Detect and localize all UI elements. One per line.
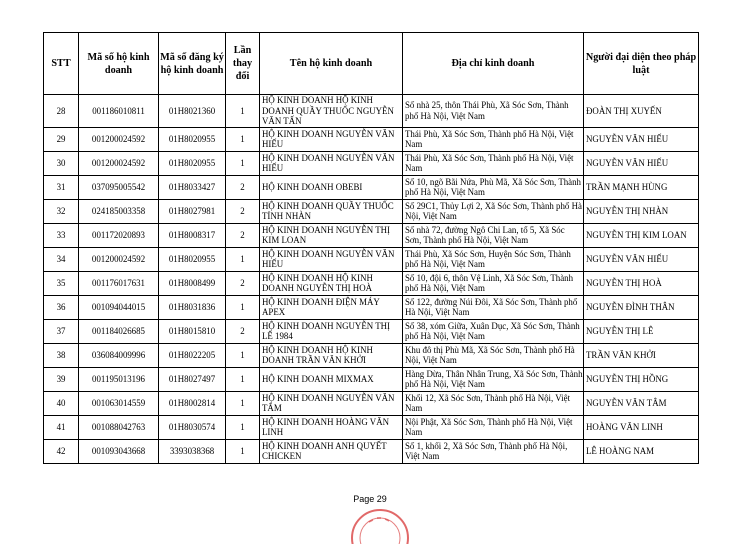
row-business-code: 001172020893 xyxy=(79,223,159,247)
business-table xyxy=(43,32,699,464)
row-registration-code: 01H8033427 xyxy=(159,175,226,199)
table-row xyxy=(44,343,699,367)
row-address: Số 10, đội 6, thôn Vệ Linh, Xã Sóc Sơn, Thành phố Hà Nội, Việt Nam xyxy=(403,271,584,295)
row-business-code: 001094044015 xyxy=(79,295,159,319)
row-change-count: 1 xyxy=(226,391,260,415)
row-business-code: 036084009996 xyxy=(79,343,159,367)
row-address: Thái Phù, Xã Sóc Sơn, Huyện Sóc Sơn, Thành phố Hà Nội, Việt Nam xyxy=(403,247,584,271)
row-stt: 33 xyxy=(44,223,79,247)
row-representative: ĐOÀN THỊ XUYẾN xyxy=(584,95,699,128)
row-stt: 39 xyxy=(44,367,79,391)
row-business-name: HỘ KINH DOANH MIXMAX xyxy=(260,367,403,391)
row-business-name: HỘ KINH DOANH HOÀNG VĂN LINH xyxy=(260,415,403,439)
table-row xyxy=(44,127,699,151)
row-business-name: HỘ KINH DOANH HỘ KINH DOANH TRẦN VĂN KHỞI xyxy=(260,343,403,367)
row-business-name: HỘ KINH DOANH NGUYỄN THỊ LÊ 1984 xyxy=(260,319,403,343)
row-address: Số 10, ngõ Bãi Nứa, Phù Mã, Xã Sóc Sơn, Thành phố Hà Nội, Việt Nam xyxy=(403,175,584,199)
row-registration-code: 01H8002814 xyxy=(159,391,226,415)
header-representative: Người đại diện theo pháp luật xyxy=(584,33,699,95)
row-business-code: 001186010811 xyxy=(79,95,159,128)
row-stt: 34 xyxy=(44,247,79,271)
row-change-count: 2 xyxy=(226,175,260,199)
row-stt: 29 xyxy=(44,127,79,151)
row-business-code: 001063014559 xyxy=(79,391,159,415)
row-stt: 37 xyxy=(44,319,79,343)
row-business-code: 001093043668 xyxy=(79,439,159,463)
table-row xyxy=(44,295,699,319)
row-registration-code: 01H8020955 xyxy=(159,247,226,271)
row-registration-code: 01H8022205 xyxy=(159,343,226,367)
header-registration-code: Mã số đăng ký hộ kinh doanh xyxy=(159,33,226,95)
row-stt: 32 xyxy=(44,199,79,223)
row-business-name: HỘ KINH DOANH NGUYỄN VĂN HIẾU xyxy=(260,151,403,175)
row-stt: 36 xyxy=(44,295,79,319)
row-business-code: 001200024592 xyxy=(79,247,159,271)
row-address: Số nhà 25, thôn Thái Phù, Xã Sóc Sơn, Thành phố Hà Nội, Việt Nam xyxy=(403,95,584,128)
table-row xyxy=(44,199,699,223)
row-change-count: 1 xyxy=(226,127,260,151)
header-stt: STT xyxy=(44,33,79,95)
page-number: Page 29 xyxy=(353,494,387,504)
row-representative: NGUYỄN THỊ KIM LOAN xyxy=(584,223,699,247)
row-stt: 41 xyxy=(44,415,79,439)
row-change-count: 2 xyxy=(226,319,260,343)
row-representative: TRẦN MẠNH HÙNG xyxy=(584,175,699,199)
table-row xyxy=(44,175,699,199)
row-representative: NGUYỄN VĂN HIẾU xyxy=(584,247,699,271)
row-business-code: 001088042763 xyxy=(79,415,159,439)
row-stt: 35 xyxy=(44,271,79,295)
row-change-count: 2 xyxy=(226,271,260,295)
table-row xyxy=(44,95,699,128)
row-representative: HOÀNG VĂN LINH xyxy=(584,415,699,439)
row-representative: NGUYỄN VĂN HIẾU xyxy=(584,151,699,175)
row-registration-code: 01H8027497 xyxy=(159,367,226,391)
row-business-name: HỘ KINH DOANH HỘ KINH DOANH QUẦY THUỐC NGUYỄN VĂN TẤN xyxy=(260,95,403,128)
row-representative: NGUYỄN ĐÌNH THÂN xyxy=(584,295,699,319)
header-row xyxy=(44,33,699,95)
row-registration-code: 01H8031836 xyxy=(159,295,226,319)
row-change-count: 1 xyxy=(226,95,260,128)
header-address: Địa chỉ kinh doanh xyxy=(403,33,584,95)
row-change-count: 2 xyxy=(226,223,260,247)
row-registration-code: 01H8008499 xyxy=(159,271,226,295)
row-business-name: HỘ KINH DOANH QUẦY THUỐC TỈNH NHÀN xyxy=(260,199,403,223)
row-address: Số nhà 72, đường Ngô Chi Lan, tổ 5, Xã Sóc Sơn, Thành phố Hà Nội, Việt Nam xyxy=(403,223,584,247)
row-change-count: 2 xyxy=(226,199,260,223)
row-change-count: 1 xyxy=(226,151,260,175)
row-representative: LÊ HOÀNG NAM xyxy=(584,439,699,463)
row-address: Khối 12, Xã Sóc Sơn, Thành phố Hà Nội, Việt Nam xyxy=(403,391,584,415)
row-business-name: HỘ KINH DOANH OBEBI xyxy=(260,175,403,199)
row-address: Khu đô thị Phù Mã, Xã Sóc Sơn, Thành phố Hà Nội, Việt Nam xyxy=(403,343,584,367)
row-address: Số 38, xóm Giữa, Xuân Dục, Xã Sóc Sơn, Thành phố Hà Nội, Việt Nam xyxy=(403,319,584,343)
table-row xyxy=(44,319,699,343)
row-business-code: 037095005542 xyxy=(79,175,159,199)
row-business-code: 001176017631 xyxy=(79,271,159,295)
row-business-name: HỘ KINH DOANH ĐIỆN MÁY APEX xyxy=(260,295,403,319)
row-business-name: HỘ KINH DOANH NGUYỄN VĂN HIẾU xyxy=(260,127,403,151)
row-representative: NGUYỄN VĂN HIẾU xyxy=(584,127,699,151)
row-representative: NGUYỄN VĂN TÂM xyxy=(584,391,699,415)
row-address: Nội Phật, Xã Sóc Sơn, Thành phố Hà Nội, Việt Nam xyxy=(403,415,584,439)
row-representative: NGUYỄN THỊ HOÀ xyxy=(584,271,699,295)
row-registration-code: 01H8021360 xyxy=(159,95,226,128)
table-row xyxy=(44,391,699,415)
row-representative: NGUYỄN THỊ NHÀN xyxy=(584,199,699,223)
row-registration-code: 01H8020955 xyxy=(159,127,226,151)
row-stt: 42 xyxy=(44,439,79,463)
row-stt: 31 xyxy=(44,175,79,199)
row-business-name: HỘ KINH DOANH HỘ KINH DOANH NGUYỄN THỊ HOÀ xyxy=(260,271,403,295)
row-registration-code: 01H8008317 xyxy=(159,223,226,247)
row-business-name: HỘ KINH DOANH ANH QUYẾT CHICKEN xyxy=(260,439,403,463)
row-registration-code: 01H8027981 xyxy=(159,199,226,223)
row-representative: NGUYỄN THỊ LÊ xyxy=(584,319,699,343)
row-stt: 40 xyxy=(44,391,79,415)
row-business-name: HỘ KINH DOANH NGUYỄN VĂN TÂM xyxy=(260,391,403,415)
row-change-count: 1 xyxy=(226,367,260,391)
row-change-count: 1 xyxy=(226,415,260,439)
row-business-code: 001200024592 xyxy=(79,127,159,151)
table-row xyxy=(44,151,699,175)
row-address: Hàng Dừa, Thân Nhân Trung, Xã Sóc Sơn, Thành phố Hà Nội, Việt Nam xyxy=(403,367,584,391)
row-registration-code: 01H8020955 xyxy=(159,151,226,175)
table-row xyxy=(44,247,699,271)
row-change-count: 1 xyxy=(226,247,260,271)
row-address: Thái Phù, Xã Sóc Sơn, Thành phố Hà Nội, Việt Nam xyxy=(403,151,584,175)
row-address: Số 29C1, Thủy Lợi 2, Xã Sóc Sơn, Thành phố Hà Nội, Việt Nam xyxy=(403,199,584,223)
row-change-count: 1 xyxy=(226,295,260,319)
row-registration-code: 01H8030574 xyxy=(159,415,226,439)
row-business-name: HỘ KINH DOANH NGUYỄN THỊ KIM LOAN xyxy=(260,223,403,247)
row-change-count: 1 xyxy=(226,343,260,367)
row-business-code: 024185003358 xyxy=(79,199,159,223)
row-business-code: 001195013196 xyxy=(79,367,159,391)
table-row xyxy=(44,415,699,439)
row-representative: TRẦN VĂN KHỞI xyxy=(584,343,699,367)
row-business-name: HỘ KINH DOANH NGUYỄN VĂN HIẾU xyxy=(260,247,403,271)
row-stt: 30 xyxy=(44,151,79,175)
header-business-name: Tên hộ kinh doanh xyxy=(260,33,403,95)
official-seal-stamp xyxy=(347,504,413,544)
row-address: Số 1, khối 2, Xã Sóc Sơn, Thành phố Hà Nội, Việt Nam xyxy=(403,439,584,463)
table-body xyxy=(44,95,699,464)
table-row xyxy=(44,439,699,463)
row-address: Thái Phù, Xã Sóc Sơn, Thành phố Hà Nội, Việt Nam xyxy=(403,127,584,151)
row-address: Số 122, đường Núi Đôi, Xã Sóc Sơn, Thành phố Hà Nội, Việt Nam xyxy=(403,295,584,319)
row-business-code: 001200024592 xyxy=(79,151,159,175)
row-business-code: 001184026685 xyxy=(79,319,159,343)
row-registration-code: 3393038368 xyxy=(159,439,226,463)
header-business-code: Mã số hộ kinh doanh xyxy=(79,33,159,95)
row-change-count: 1 xyxy=(226,439,260,463)
header-change-count: Lần thay đổi xyxy=(226,33,260,95)
row-representative: NGUYỄN THỊ HỒNG xyxy=(584,367,699,391)
row-stt: 38 xyxy=(44,343,79,367)
row-stt: 28 xyxy=(44,95,79,128)
row-registration-code: 01H8015810 xyxy=(159,319,226,343)
table-row xyxy=(44,271,699,295)
table-row xyxy=(44,367,699,391)
table-row xyxy=(44,223,699,247)
